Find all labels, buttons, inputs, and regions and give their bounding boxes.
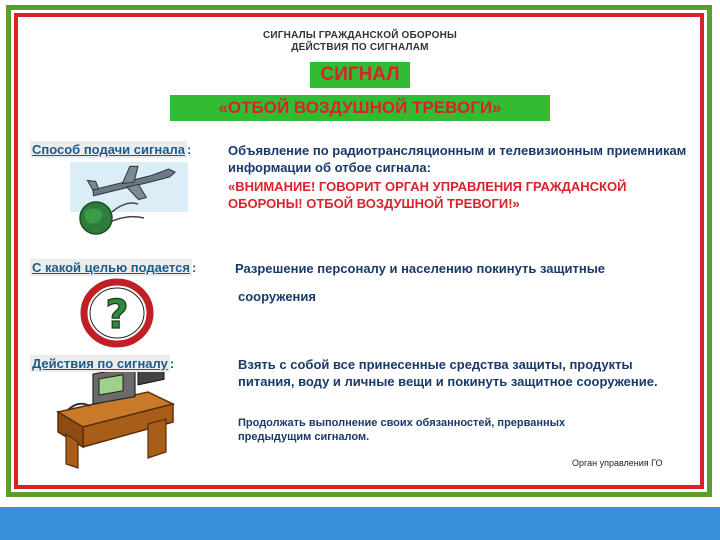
- signal-name: «ОТБОЙ ВОЗДУШНОЙ ТРЕВОГИ»: [170, 95, 550, 121]
- section-text-purpose-cont: сооружения: [238, 289, 316, 304]
- section-label-actions: Действия по сигналу :: [32, 356, 175, 371]
- svg-text:?: ?: [105, 292, 129, 338]
- bottom-blue-bar: [0, 507, 720, 540]
- section-text-purpose: Разрешение персоналу и населению покинуть защитные: [235, 261, 606, 276]
- footer-signature: Орган управления ГО: [572, 458, 663, 468]
- header-title: СИГНАЛЫ ГРАЖДАНСКОЙ ОБОРОНЫ: [262, 30, 458, 41]
- airplane-globe-icon: [70, 160, 190, 240]
- signal-word: СИГНАЛ: [310, 62, 410, 88]
- section-text-actions: Взять с собой все принесенные средства защиты, продукты питания, воду и личные вещи и покинуть защитное сооружение.: [238, 357, 658, 389]
- section-alert-method: «ВНИМАНИЕ! ГОВОРИТ ОРГАН УПРАВЛЕНИЯ ГРАЖДАНСКОЙ ОБОРОНЫ! ОТБОЙ ВОЗДУШНОЙ ТРЕВОГИ!»: [228, 179, 627, 211]
- section-label-method: Способ подачи сигнала :: [32, 142, 192, 157]
- section-label-purpose: С какой целью подается :: [32, 260, 197, 275]
- question-sign-icon: [80, 278, 154, 348]
- header-subtitle: ДЕЙСТВИЯ ПО СИГНАЛАМ: [291, 42, 429, 53]
- section-note-actions: Продолжать выполнение своих обязанностей, прерванных предыдущим сигналом.: [238, 417, 566, 443]
- section-text-method: Объявление по радиотрансляционным и телевизионным приемникам информации об отбое сигнала:: [228, 143, 687, 175]
- desk-radio-icon: [48, 372, 178, 472]
